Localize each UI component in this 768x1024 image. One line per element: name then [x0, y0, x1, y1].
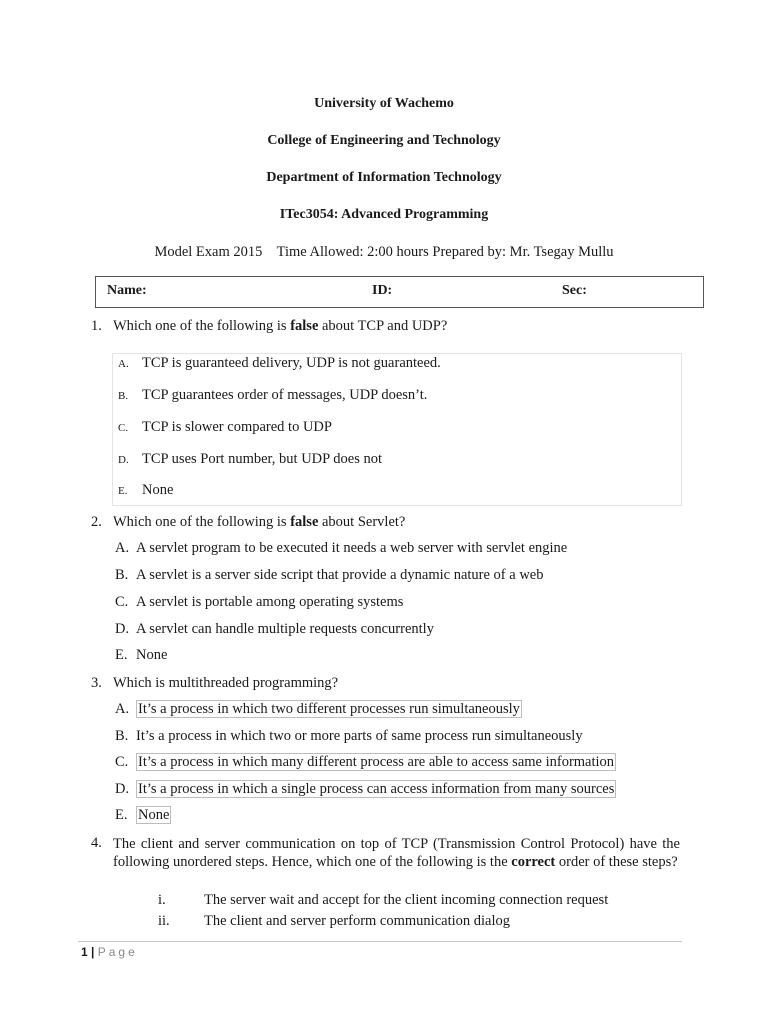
question-number: 2.	[91, 514, 102, 530]
option-1b[interactable]: B. TCP guarantees order of messages, UDP doesn’t.	[118, 387, 428, 403]
question-4-number: 4.	[91, 835, 102, 851]
footer-divider	[78, 941, 682, 942]
option-3b[interactable]: B. It’s a process in which two or more parts of same process run simultaneously	[115, 728, 583, 744]
option-2e[interactable]: E. None	[115, 647, 168, 663]
page-footer	[81, 945, 138, 959]
college-title: College of Engineering and Technology	[267, 133, 501, 148]
option-1d[interactable]: D. TCP uses Port number, but UDP does not	[118, 451, 383, 467]
option-3d[interactable]: D. It’s a process in which a single process can access information from many sources	[115, 781, 615, 797]
option-3c[interactable]: C. It’s a process in which many different process are able to access same information	[115, 754, 615, 770]
question-number: 3.	[91, 675, 102, 691]
university-title: University of Wachemo	[314, 96, 454, 111]
question-text: Which one of the following is false about Servlet?	[113, 514, 406, 530]
name-label: Name:	[107, 283, 147, 298]
id-label: ID:	[372, 283, 393, 298]
option-3e[interactable]: E. None	[115, 807, 170, 823]
department-title: Department of Information Technology	[266, 170, 502, 185]
page-word: Page	[97, 945, 138, 959]
question-text: Which is multithreaded programming?	[113, 675, 339, 691]
option-1a[interactable]: A. TCP is guaranteed delivery, UDP is not guaranteed.	[118, 355, 441, 371]
question-text: Which one of the following is false about TCP and UDP?	[113, 318, 448, 334]
option-2b[interactable]: B. A servlet is a server side script that provide a dynamic nature of a web	[115, 567, 544, 583]
course-title: ITec3054: Advanced Programming	[279, 207, 489, 222]
step-numeral: ii.	[158, 913, 170, 929]
option-2d[interactable]: D. A servlet can handle multiple requests concurrently	[115, 621, 434, 637]
exam-meta: Model Exam 2015 Time Allowed: 2:00 hours Prepared by: Mr. Tsegay Mullu	[154, 244, 614, 260]
option-1e[interactable]: E. None	[118, 482, 174, 498]
footer-separator: |	[91, 945, 95, 959]
option-1c[interactable]: C. TCP is slower compared to UDP	[118, 419, 332, 435]
step-text: The client and server perform communication dialog	[204, 913, 511, 929]
option-2c[interactable]: C. A servlet is portable among operating systems	[115, 594, 404, 610]
option-3a[interactable]: A. It’s a process in which two different processes run simultaneously	[115, 701, 520, 717]
question-4-text: The client and server communication on top of TCP (Transmission Control Protocol) have the following unordered steps. Hence, which one of the following is the correct order of these steps?	[113, 836, 680, 870]
step-numeral: i.	[158, 892, 166, 908]
option-2a[interactable]: A. A servlet program to be executed it needs a web server with servlet engine	[115, 540, 568, 556]
step-text: The server wait and accept for the client incoming connection request	[204, 892, 609, 908]
page-number: 1	[81, 945, 88, 959]
sec-label: Sec:	[562, 283, 587, 298]
student-info-box	[95, 276, 704, 308]
question-number: 1.	[91, 318, 102, 334]
